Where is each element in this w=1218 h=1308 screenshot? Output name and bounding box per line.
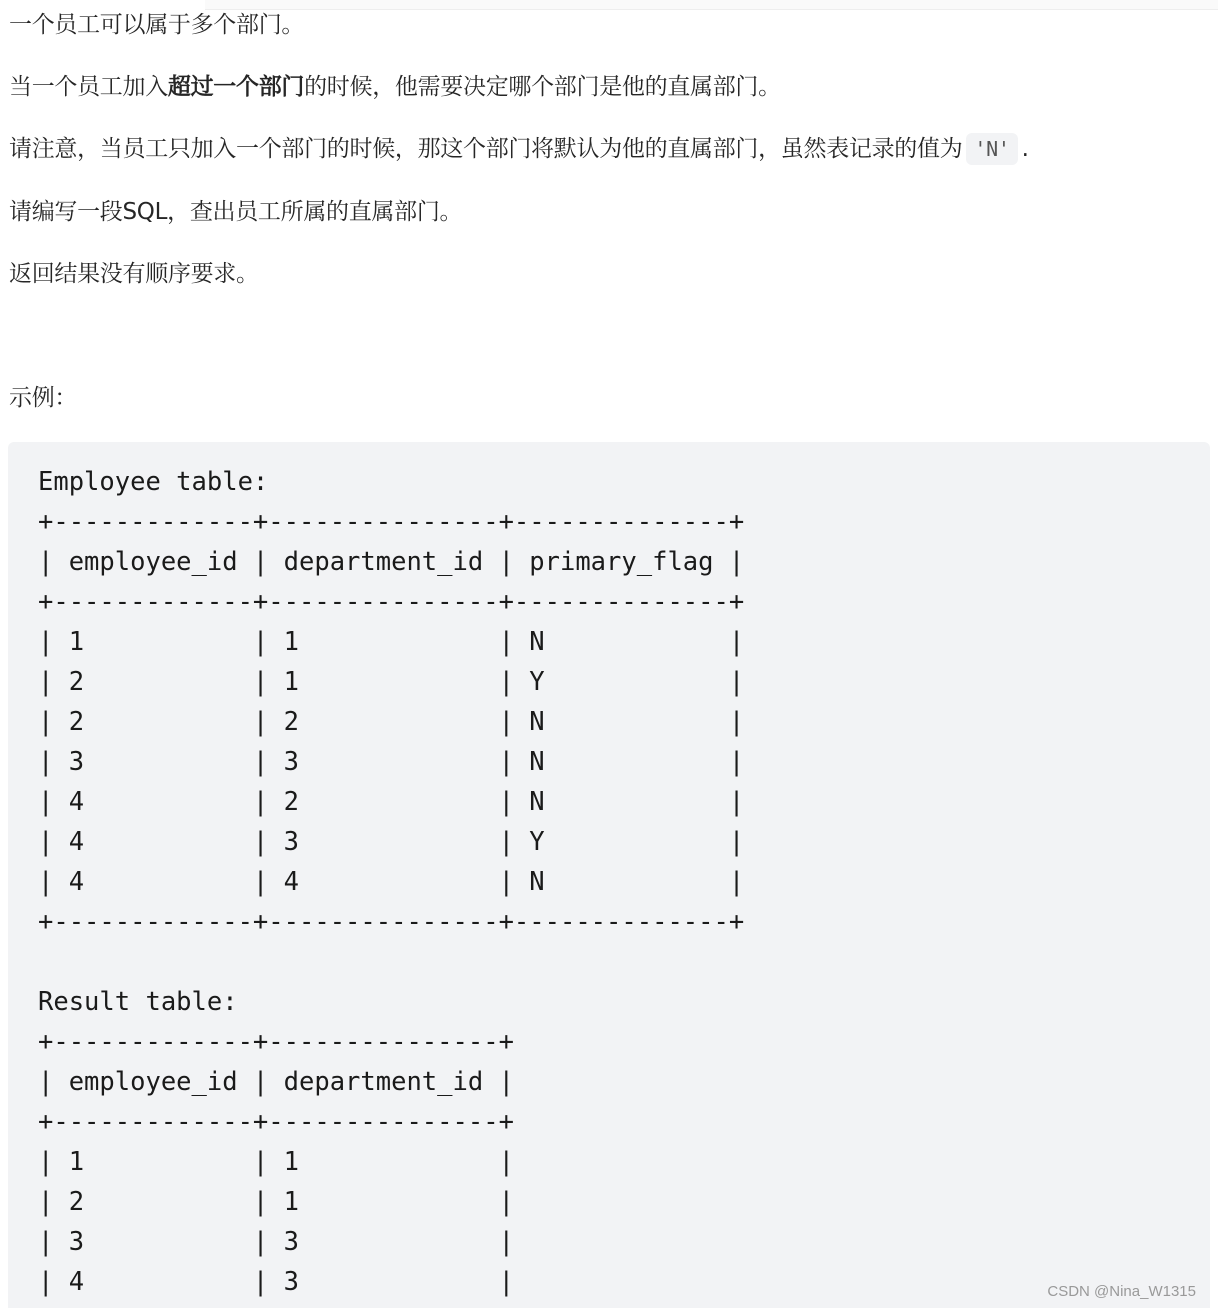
watermark: CSDN @Nina_W1315 xyxy=(1047,1283,1196,1300)
code-line: | 3 | 3 | xyxy=(38,1227,514,1257)
code-line xyxy=(38,942,744,982)
code-line: | 4 | 3 | xyxy=(38,1267,514,1297)
code-line: | 2 | 2 | N | xyxy=(38,707,745,737)
paragraph-5: 返回结果没有顺序要求。 xyxy=(9,261,259,287)
bold-text: 超过一个部门 xyxy=(167,74,305,100)
text: 请注意，当员工只加入一个部门的时候，那这个部门将默认为他的直属部门，虽然表记录的值为 xyxy=(9,136,963,162)
text: . xyxy=(1021,136,1029,162)
code-text xyxy=(38,462,744,1302)
text: 的时候，他需要决定哪个部门是他的直属部门。 xyxy=(304,74,781,100)
code-block xyxy=(8,442,1210,1308)
paragraph-2 xyxy=(9,71,781,103)
inline-code: 'N' xyxy=(966,133,1017,165)
paragraph-4: 请编写一段SQL，查出员工所属的直属部门。 xyxy=(9,199,463,225)
code-line: | employee_id | department_id | xyxy=(38,1067,514,1097)
code-line: +-------------+---------------+ xyxy=(38,1027,514,1057)
example-label: 示例： xyxy=(9,385,78,411)
code-line: +-------------+---------------+ xyxy=(38,1107,514,1137)
text: 当一个员工加入 xyxy=(9,74,168,100)
code-line: +-------------+---------------+--------------+ xyxy=(38,587,745,617)
code-line: +-------------+---------------+--------------+ xyxy=(38,507,745,537)
code-line: | 4 | 2 | N | xyxy=(38,787,745,817)
code-line: | 4 | 4 | N | xyxy=(38,867,745,897)
code-line: | employee_id | department_id | primary_flag | xyxy=(38,547,745,577)
code-line: | 1 | 1 | N | xyxy=(38,627,745,657)
code-line: | 2 | 1 | xyxy=(38,1187,514,1217)
code-line: | 1 | 1 | xyxy=(38,1147,514,1177)
code-line: Result table: xyxy=(38,987,238,1017)
code-line: | 2 | 1 | Y | xyxy=(38,667,745,697)
paragraph-3 xyxy=(9,133,1029,165)
paragraph-1: 一个员工可以属于多个部门。 xyxy=(9,12,305,38)
code-line: Employee table: xyxy=(38,467,269,497)
code-line: | 4 | 3 | Y | xyxy=(38,827,745,857)
code-line: +-------------+---------------+--------------+ xyxy=(38,907,745,937)
code-line: | 3 | 3 | N | xyxy=(38,747,745,777)
top-bar xyxy=(205,0,1218,10)
